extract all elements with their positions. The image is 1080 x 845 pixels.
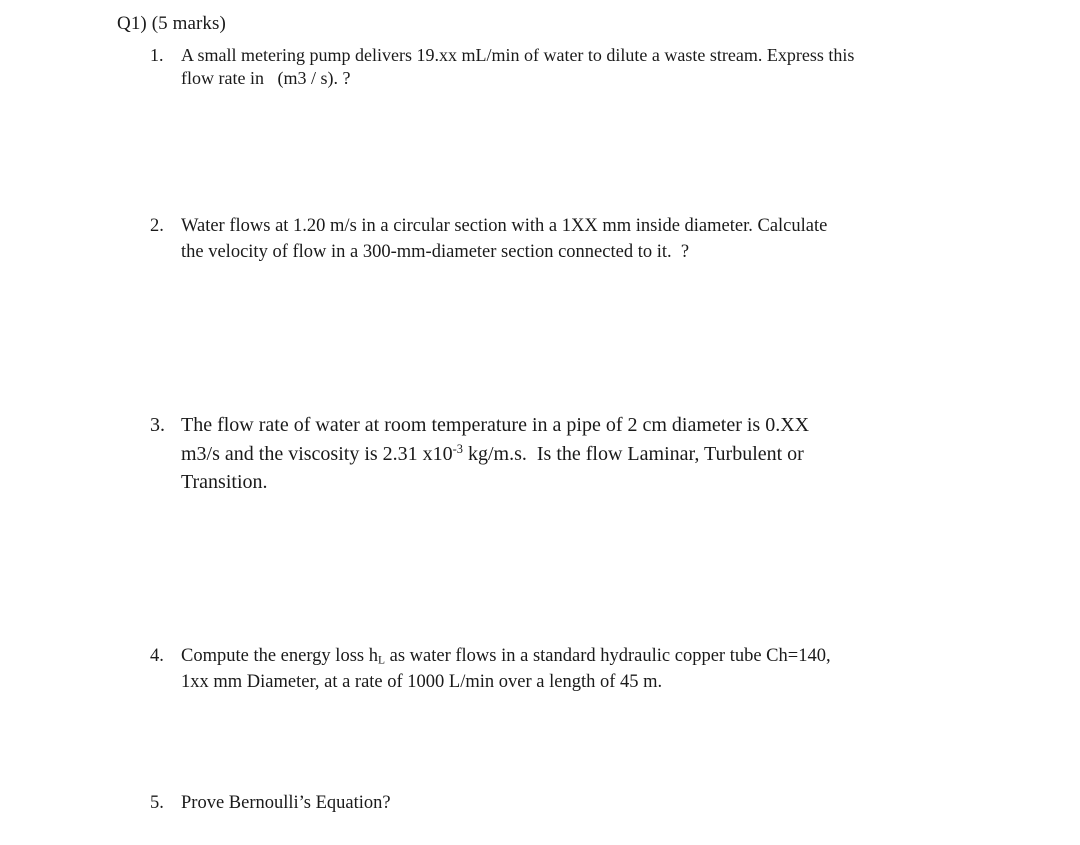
question-line: 1xx mm Diameter, at a rate of 1000 L/min over a length of 45 m. [181, 672, 663, 692]
question-text [181, 643, 960, 695]
question-1 [150, 44, 960, 90]
question-line [181, 440, 970, 469]
line-text: kg/m.s. Is the flow Laminar, Turbulent or [463, 442, 804, 465]
question-text [181, 791, 960, 815]
question-line: the velocity of flow in a 300-mm-diameter section connected to it. ? [181, 242, 690, 262]
question-line: A small metering pump delivers 19.xx mL/min of water to dilute a waste stream. Express this [181, 45, 855, 65]
question-number: 5. [150, 793, 164, 813]
question-3 [150, 411, 970, 497]
question-2 [150, 213, 960, 265]
question-4 [150, 643, 960, 695]
exponent: -3 [452, 441, 463, 456]
question-number: 1. [150, 45, 164, 65]
question-number: 2. [150, 216, 164, 236]
question-text [181, 44, 960, 90]
question-line: Transition. [181, 471, 268, 493]
question-line: Prove Bernoulli’s Equation? [181, 793, 391, 813]
subscript: L [377, 654, 385, 667]
question-line: The flow rate of water at room temperature in a pipe of 2 cm diameter is 0.XX [181, 414, 810, 436]
question-text [181, 213, 960, 265]
question-line: Water flows at 1.20 m/s in a circular section with a 1XX mm inside diameter. Calculate [181, 216, 828, 236]
question-line [181, 643, 960, 669]
line-text: as water flows in a standard hydraulic copper tube Ch=140, [385, 646, 831, 666]
line-text: m3/s and the viscosity is 2.31 x10 [181, 442, 453, 465]
question-5 [150, 791, 960, 815]
question-number: 4. [150, 646, 164, 666]
question-text [181, 411, 970, 497]
section-header: Q1) (5 marks) [117, 13, 226, 34]
question-line: flow rate in (m3 / s). ? [181, 68, 351, 88]
line-text: Compute the energy loss h [181, 646, 378, 666]
question-number: 3. [150, 414, 165, 436]
